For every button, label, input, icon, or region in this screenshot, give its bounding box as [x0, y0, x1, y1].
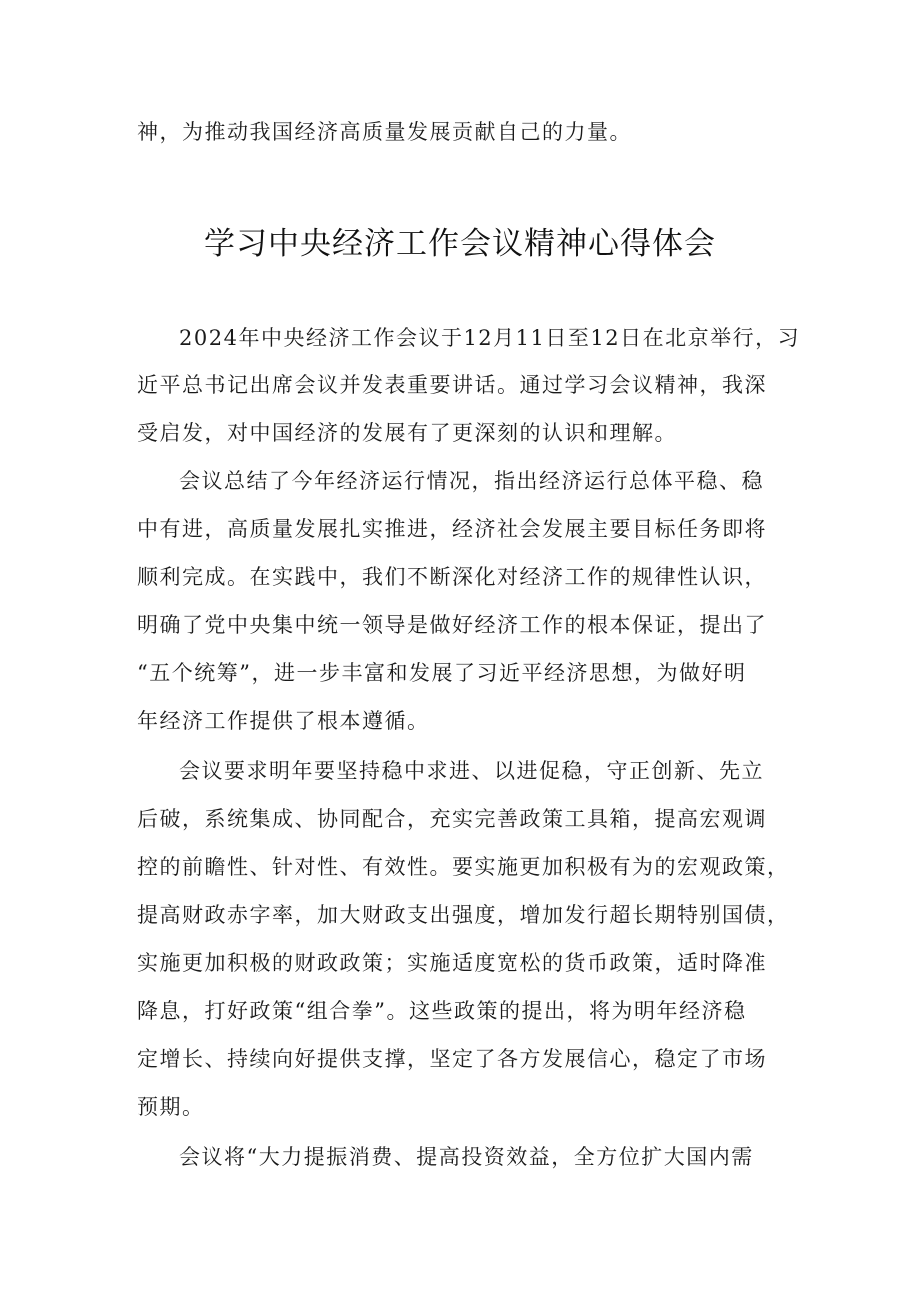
paragraph-line: 降息，打好政策“组合拳”。这些政策的提出，将为明年经济稳 — [137, 999, 747, 1023]
document-title: 学习中央经济工作会议精神心得体会 — [204, 226, 716, 262]
paragraph-line: 会议将“大力提振消费、提高投资效益，全方位扩大国内需 — [179, 1145, 754, 1169]
paragraph-line: 中有进，高质量发展扎实推进，经济社会发展主要目标任务即将 — [137, 517, 767, 541]
paragraph-line: 预期。 — [137, 1095, 205, 1119]
paragraph-line: 受启发，对中国经济的发展有了更深刻的认识和理解。 — [137, 421, 677, 445]
paragraph-line: “五个统筹”，进一步丰富和发展了习近平经济思想，为做好明 — [137, 661, 747, 685]
paragraph-line: 会议总结了今年经济运行情况，指出经济运行总体平稳、稳 — [179, 469, 764, 493]
paragraph-line: 定增长、持续向好提供支撑，坚定了各方发展信心，稳定了市场 — [137, 1047, 767, 1071]
paragraph-line: 2024年中央经济工作会议于12月11日至12日在北京举行，习 — [179, 326, 801, 350]
paragraph-line: 会议要求明年要坚持稳中求进、以进促稳，守正创新、先立 — [179, 759, 764, 783]
paragraph-line: 后破，系统集成、协同配合，充实完善政策工具箱，提高宏观调 — [137, 807, 767, 831]
paragraph-line: 顺利完成。在实践中，我们不断深化对经济工作的规律性认识， — [137, 565, 767, 589]
paragraph-line: 明确了党中央集中统一领导是做好经济工作的根本保证，提出了 — [137, 613, 767, 637]
continuation-line: 神，为推动我国经济高质量发展贡献自己的力量。 — [137, 120, 632, 144]
paragraph-line: 实施更加积极的财政政策；实施适度宽松的货币政策，适时降准 — [137, 951, 767, 975]
paragraph-line: 提高财政赤字率，加大财政支出强度，增加发行超长期特别国债， — [137, 903, 790, 927]
paragraph-line: 近平总书记出席会议并发表重要讲话。通过学习会议精神，我深 — [137, 373, 767, 397]
paragraph-line: 控的前瞻性、针对性、有效性。要实施更加积极有为的宏观政策， — [137, 855, 790, 879]
paragraph-line: 年经济工作提供了根本遵循。 — [137, 709, 430, 733]
